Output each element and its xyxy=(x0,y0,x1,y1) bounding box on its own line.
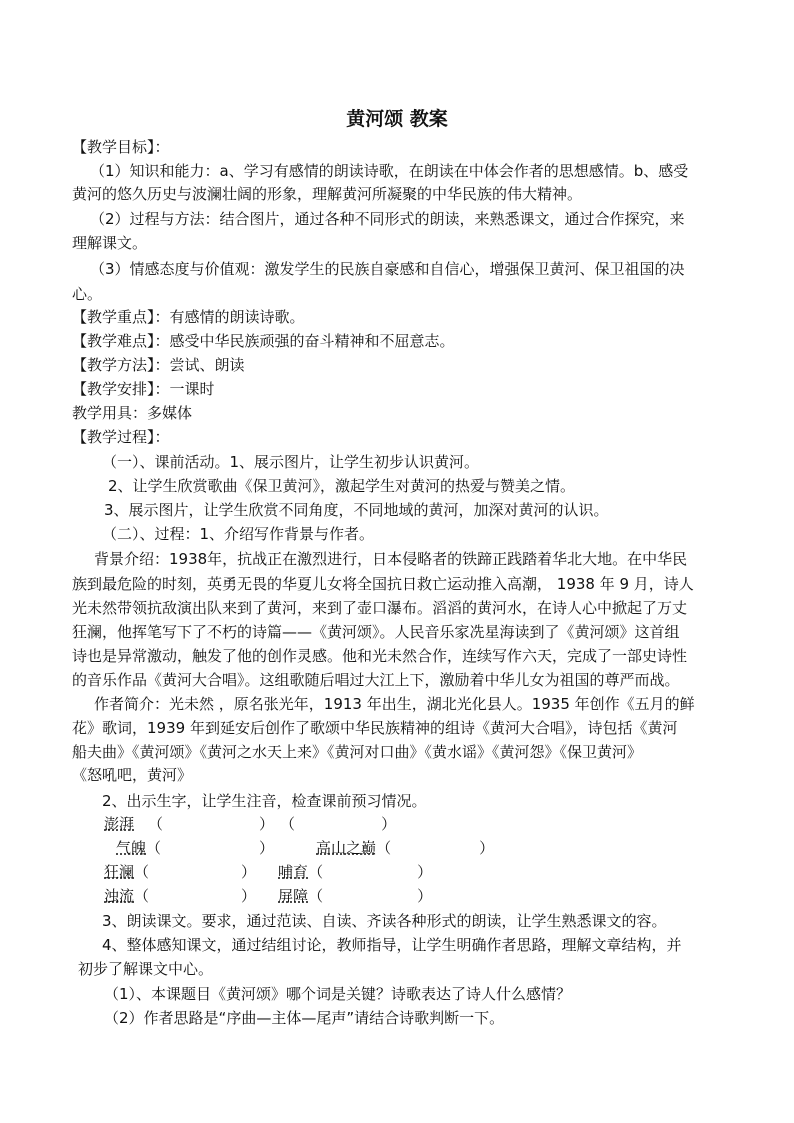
section-heading-process: 【教学过程】： xyxy=(72,428,170,446)
paragraph-line: 黄河的悠久历史与波澜壮阔的形象，理解黄河所凝聚的中华民族的伟大精神。 xyxy=(72,185,583,203)
blank-close: ） xyxy=(479,839,495,857)
paragraph-line: 作者简介：光未然 ，原名张光年，1913 年出生，湖北光化县人。1935 年创作《五月的鲜 xyxy=(94,695,695,713)
blank-open: （ xyxy=(308,863,324,881)
vocab-word: 浊流 xyxy=(104,887,135,905)
blank-open: （ xyxy=(376,839,392,857)
blank-close: ） xyxy=(417,863,433,881)
paragraph-line: （3）情感态度与价值观：激发学生的民族自豪感和自信心，增强保卫黄河、保卫祖国的决 xyxy=(90,260,685,278)
paragraph-line: （2）过程与方法：结合图片，通过各种不同形式的朗读，来熟悉课文，通过合作探究，来 xyxy=(90,210,685,228)
paragraph-line: 理解课文。 xyxy=(72,234,148,252)
section-heading-schedule: 【教学安排】：一课时 xyxy=(72,380,215,398)
paragraph-line: （2）作者思路是“序曲—主体—尾声”请结合诗歌判断一下。 xyxy=(104,1009,505,1027)
section-heading-difficulty: 【教学难点】：感受中华民族顽强的奋斗精神和不屈意志。 xyxy=(72,332,455,350)
paragraph-line: 族到最危险的时刻，英勇无畏的华夏儿女将全国抗日救亡运动推入高潮， 1938 年 9 月，诗人 xyxy=(72,575,694,593)
section-heading-key-point: 【教学重点】：有感情的朗读诗歌。 xyxy=(72,308,305,326)
paragraph-line: 3、朗读课文。要求，通过范读、自读、齐读各种形式的朗读，让学生熟悉课文的容。 xyxy=(102,912,667,930)
paragraph-line: 2、让学生欣赏歌曲《保卫黄河》，激起学生对黄河的热爱与赞美之情。 xyxy=(108,477,576,495)
vocab-word: 屏障 xyxy=(278,887,309,905)
section-heading-objectives: 【教学目标】： xyxy=(72,138,170,156)
paragraph-line: 心。 xyxy=(72,285,103,303)
vocab-row xyxy=(104,813,396,835)
paragraph-line: （1）、本课题目《黄河颂》哪个词是关键？诗歌表达了诗人什么感情？ xyxy=(104,985,572,1003)
teaching-tools-line: 教学用具：多媒体 xyxy=(72,404,193,422)
blank-close: ） xyxy=(259,839,275,857)
vocab-row xyxy=(104,861,432,883)
paragraph-line: 船夫曲》《黄河颂》《黄河之水天上来》《黄河对口曲》《黄水谣》《黄河怨》《保卫黄河》 xyxy=(72,743,643,761)
blank-open: （ xyxy=(280,815,296,833)
vocab-word: 澎湃 xyxy=(104,815,135,833)
vocab-word: 哺育 xyxy=(278,863,309,881)
paragraph-line: 背景介绍：1938年，抗战正在激烈进行，日本侵略者的铁蹄正践踏着华北大地。在中华民 xyxy=(94,550,688,568)
vocab-row xyxy=(104,885,432,907)
paragraph-line: 光未然带领抗敌演出队来到了黄河，来到了壶口瀑布。滔滔的黄河水，在诗人心中掀起了万丈 xyxy=(72,599,688,617)
paragraph-line: （1）知识和能力：a、学习有感情的朗读诗歌，在朗读在中体会作者的思想感情。b、感受 xyxy=(90,162,689,180)
paragraph-line: 初步了解课文中心。 xyxy=(78,960,214,978)
blank-close: ） xyxy=(241,863,257,881)
blank-close: ） xyxy=(259,815,275,833)
paragraph-line: 3、展示图片，让学生欣赏不同角度，不同地域的黄河，加深对黄河的认识。 xyxy=(104,501,609,519)
vocab-row xyxy=(116,837,494,859)
paragraph-line: 4、整体感知课文，通过结组讨论，教师指导，让学生明确作者思路，理解文章结构，并 xyxy=(102,936,682,954)
blank-open: （ xyxy=(134,863,150,881)
paragraph-line: （二）、过程：1、介绍写作背景与作者。 xyxy=(102,525,375,543)
blank-close: ） xyxy=(381,815,397,833)
blank-open: （ xyxy=(308,887,324,905)
paragraph-line: 的音乐作品《黄河大合唱》。这组歌随后唱过大江上下，激励着中华儿女为祖国的尊严而战。 xyxy=(72,671,680,689)
vocab-word: 气魄 xyxy=(116,839,147,857)
paragraph-line: 《怒吼吧，黄河》 xyxy=(72,766,193,784)
paragraph-line: 2、出示生字，让学生注音，检查课前预习情况。 xyxy=(102,792,427,810)
blank-open: （ xyxy=(148,815,164,833)
section-heading-method: 【教学方法】：尝试、朗读 xyxy=(72,356,245,374)
blank-close: ） xyxy=(241,887,257,905)
vocab-word: 高山之巅 xyxy=(316,839,377,857)
paragraph-line: 诗也是异常激动，触发了他的创作灵感。他和光未然合作，连续写作六天，完成了一部史诗性 xyxy=(72,647,688,665)
blank-open: （ xyxy=(134,887,150,905)
vocab-word: 狂澜 xyxy=(104,863,135,881)
paragraph-line: （一）、课前活动。1、展示图片，让学生初步认识黄河。 xyxy=(102,453,480,471)
blank-close: ） xyxy=(417,887,433,905)
paragraph-line: 狂澜，他挥笔写下了不朽的诗篇——《黄河颂》。人民音乐家冼星海读到了《黄河颂》这首组 xyxy=(72,623,680,641)
paragraph-line: 花》歌词，1939 年到延安后创作了歌颂中华民族精神的组诗《黄河大合唱》，诗包括《黄河 xyxy=(72,719,678,737)
document-title: 黄河颂 教案 xyxy=(346,108,448,130)
blank-open: （ xyxy=(146,839,162,857)
